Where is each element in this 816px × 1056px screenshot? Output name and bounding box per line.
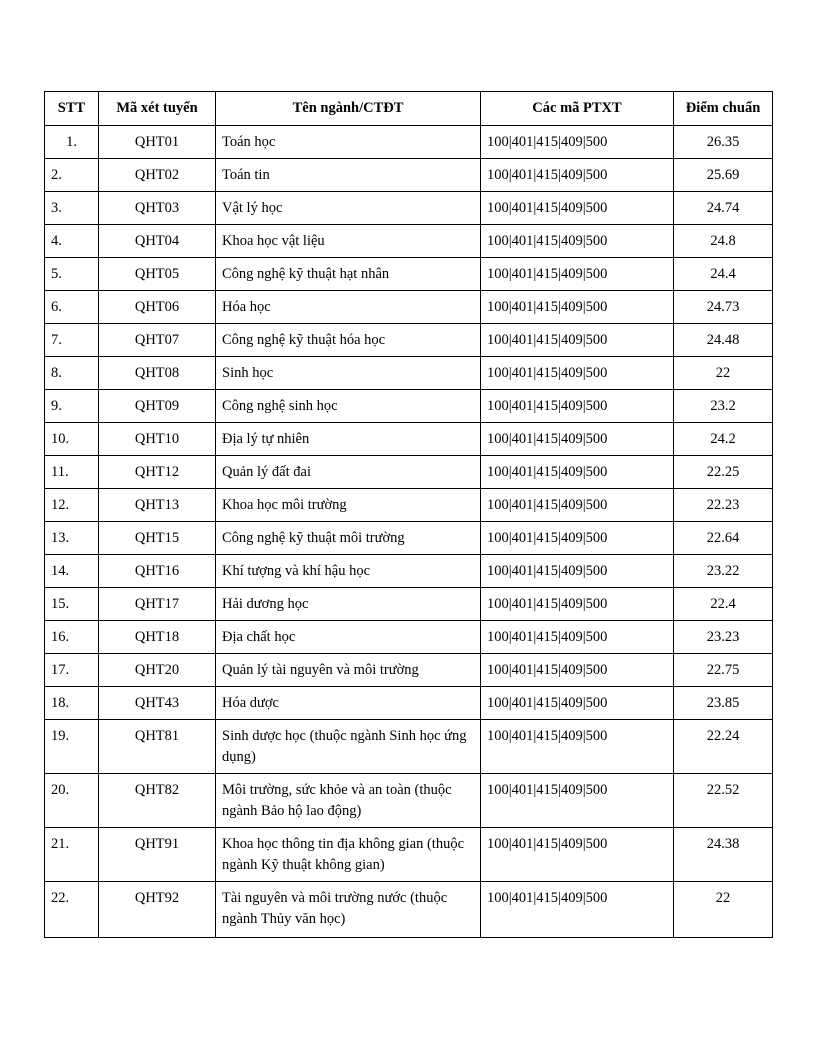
cell-score: 24.48 (674, 324, 773, 357)
cell-major-name: Quản lý tài nguyên và môi trường (216, 654, 481, 687)
cell-ptxt-codes: 100|401|415|409|500 (481, 423, 674, 456)
table-row (45, 225, 773, 258)
cell-major-name: Công nghệ kỹ thuật môi trường (216, 522, 481, 555)
table-row (45, 126, 773, 159)
cell-major-name: Công nghệ kỹ thuật hóa học (216, 324, 481, 357)
cell-major-name: Hải dương học (216, 588, 481, 621)
table-row (45, 522, 773, 555)
cell-major-name: Hóa dược (216, 687, 481, 720)
cell-score: 22.23 (674, 489, 773, 522)
cell-stt: 1. (45, 126, 99, 159)
cell-stt: 6. (45, 291, 99, 324)
cell-ptxt-codes: 100|401|415|409|500 (481, 489, 674, 522)
cell-major-name: Hóa học (216, 291, 481, 324)
cell-ptxt-codes: 100|401|415|409|500 (481, 225, 674, 258)
cell-code: QHT08 (99, 357, 216, 390)
table-row (45, 828, 773, 882)
cell-ptxt-codes: 100|401|415|409|500 (481, 687, 674, 720)
cell-major-name: Khoa học thông tin địa không gian (thuộc ngành Kỹ thuật không gian) (216, 828, 481, 882)
table-row (45, 687, 773, 720)
table-row (45, 357, 773, 390)
cell-code: QHT05 (99, 258, 216, 291)
cell-score: 22 (674, 882, 773, 938)
table-row (45, 489, 773, 522)
cell-code: QHT82 (99, 774, 216, 828)
cell-stt: 16. (45, 621, 99, 654)
cell-ptxt-codes: 100|401|415|409|500 (481, 654, 674, 687)
cell-score: 23.23 (674, 621, 773, 654)
cell-code: QHT02 (99, 159, 216, 192)
cell-stt: 8. (45, 357, 99, 390)
cell-code: QHT09 (99, 390, 216, 423)
cell-score: 24.38 (674, 828, 773, 882)
table-row (45, 390, 773, 423)
cell-stt: 7. (45, 324, 99, 357)
table-row (45, 654, 773, 687)
cell-code: QHT03 (99, 192, 216, 225)
cell-ptxt-codes: 100|401|415|409|500 (481, 828, 674, 882)
table-header (45, 92, 773, 126)
cell-ptxt-codes: 100|401|415|409|500 (481, 126, 674, 159)
cell-stt: 3. (45, 192, 99, 225)
table-row (45, 555, 773, 588)
cell-code: QHT91 (99, 828, 216, 882)
cell-ptxt-codes: 100|401|415|409|500 (481, 258, 674, 291)
cell-stt: 21. (45, 828, 99, 882)
cell-ptxt-codes: 100|401|415|409|500 (481, 357, 674, 390)
cell-stt: 18. (45, 687, 99, 720)
cell-ptxt-codes: 100|401|415|409|500 (481, 324, 674, 357)
cell-stt: 14. (45, 555, 99, 588)
cell-stt: 13. (45, 522, 99, 555)
cell-code: QHT13 (99, 489, 216, 522)
cell-score: 22.52 (674, 774, 773, 828)
cell-score: 23.2 (674, 390, 773, 423)
cell-code: QHT17 (99, 588, 216, 621)
cell-score: 23.85 (674, 687, 773, 720)
cell-major-name: Công nghệ sinh học (216, 390, 481, 423)
cell-ptxt-codes: 100|401|415|409|500 (481, 456, 674, 489)
table-row (45, 291, 773, 324)
cell-ptxt-codes: 100|401|415|409|500 (481, 555, 674, 588)
cell-score: 23.22 (674, 555, 773, 588)
cell-major-name: Công nghệ kỹ thuật hạt nhân (216, 258, 481, 291)
cell-score: 22.75 (674, 654, 773, 687)
cell-code: QHT81 (99, 720, 216, 774)
cell-score: 25.69 (674, 159, 773, 192)
cell-major-name: Khí tượng và khí hậu học (216, 555, 481, 588)
table-row (45, 621, 773, 654)
table-row (45, 324, 773, 357)
header-ptxt: Các mã PTXT (481, 92, 674, 126)
cell-major-name: Khoa học vật liệu (216, 225, 481, 258)
header-score: Điểm chuẩn (674, 92, 773, 126)
cell-ptxt-codes: 100|401|415|409|500 (481, 720, 674, 774)
cell-code: QHT06 (99, 291, 216, 324)
cell-major-name: Vật lý học (216, 192, 481, 225)
cell-code: QHT92 (99, 882, 216, 938)
cell-major-name: Địa lý tự nhiên (216, 423, 481, 456)
cell-ptxt-codes: 100|401|415|409|500 (481, 159, 674, 192)
cell-ptxt-codes: 100|401|415|409|500 (481, 774, 674, 828)
cell-major-name: Quản lý đất đai (216, 456, 481, 489)
cell-ptxt-codes: 100|401|415|409|500 (481, 192, 674, 225)
header-stt: STT (45, 92, 99, 126)
cell-score: 22.24 (674, 720, 773, 774)
cell-major-name: Sinh dược học (thuộc ngành Sinh học ứng dụng) (216, 720, 481, 774)
table-row (45, 258, 773, 291)
admission-score-table (44, 91, 773, 938)
cell-major-name: Toán tin (216, 159, 481, 192)
cell-ptxt-codes: 100|401|415|409|500 (481, 621, 674, 654)
table-body (45, 126, 773, 938)
cell-score: 24.4 (674, 258, 773, 291)
table-row (45, 774, 773, 828)
cell-code: QHT18 (99, 621, 216, 654)
table-row (45, 588, 773, 621)
cell-score: 24.2 (674, 423, 773, 456)
cell-ptxt-codes: 100|401|415|409|500 (481, 882, 674, 938)
cell-stt: 5. (45, 258, 99, 291)
cell-code: QHT43 (99, 687, 216, 720)
cell-ptxt-codes: 100|401|415|409|500 (481, 522, 674, 555)
cell-stt: 11. (45, 456, 99, 489)
cell-major-name: Địa chất học (216, 621, 481, 654)
cell-score: 24.8 (674, 225, 773, 258)
cell-stt: 12. (45, 489, 99, 522)
table-row (45, 720, 773, 774)
cell-stt: 15. (45, 588, 99, 621)
cell-stt: 17. (45, 654, 99, 687)
cell-stt: 9. (45, 390, 99, 423)
cell-stt: 4. (45, 225, 99, 258)
cell-major-name: Tài nguyên và môi trường nước (thuộc ngành Thủy văn học) (216, 882, 481, 938)
table-row (45, 192, 773, 225)
cell-major-name: Môi trường, sức khỏe và an toàn (thuộc ngành Bảo hộ lao động) (216, 774, 481, 828)
cell-code: QHT07 (99, 324, 216, 357)
cell-score: 26.35 (674, 126, 773, 159)
cell-score: 22.64 (674, 522, 773, 555)
cell-code: QHT16 (99, 555, 216, 588)
cell-stt: 10. (45, 423, 99, 456)
cell-ptxt-codes: 100|401|415|409|500 (481, 588, 674, 621)
cell-score: 22 (674, 357, 773, 390)
table-row (45, 159, 773, 192)
cell-code: QHT20 (99, 654, 216, 687)
cell-ptxt-codes: 100|401|415|409|500 (481, 390, 674, 423)
cell-stt: 22. (45, 882, 99, 938)
header-row (45, 92, 773, 126)
table-row (45, 456, 773, 489)
cell-ptxt-codes: 100|401|415|409|500 (481, 291, 674, 324)
cell-code: QHT15 (99, 522, 216, 555)
cell-score: 22.4 (674, 588, 773, 621)
cell-stt: 2. (45, 159, 99, 192)
cell-score: 24.74 (674, 192, 773, 225)
cell-stt: 19. (45, 720, 99, 774)
header-name: Tên ngành/CTĐT (216, 92, 481, 126)
cell-major-name: Khoa học môi trường (216, 489, 481, 522)
table-row (45, 882, 773, 938)
cell-code: QHT04 (99, 225, 216, 258)
cell-stt: 20. (45, 774, 99, 828)
cell-code: QHT10 (99, 423, 216, 456)
cell-code: QHT01 (99, 126, 216, 159)
cell-major-name: Sinh học (216, 357, 481, 390)
table-row (45, 423, 773, 456)
cell-score: 24.73 (674, 291, 773, 324)
cell-code: QHT12 (99, 456, 216, 489)
header-code: Mã xét tuyển (99, 92, 216, 126)
cell-major-name: Toán học (216, 126, 481, 159)
cell-score: 22.25 (674, 456, 773, 489)
